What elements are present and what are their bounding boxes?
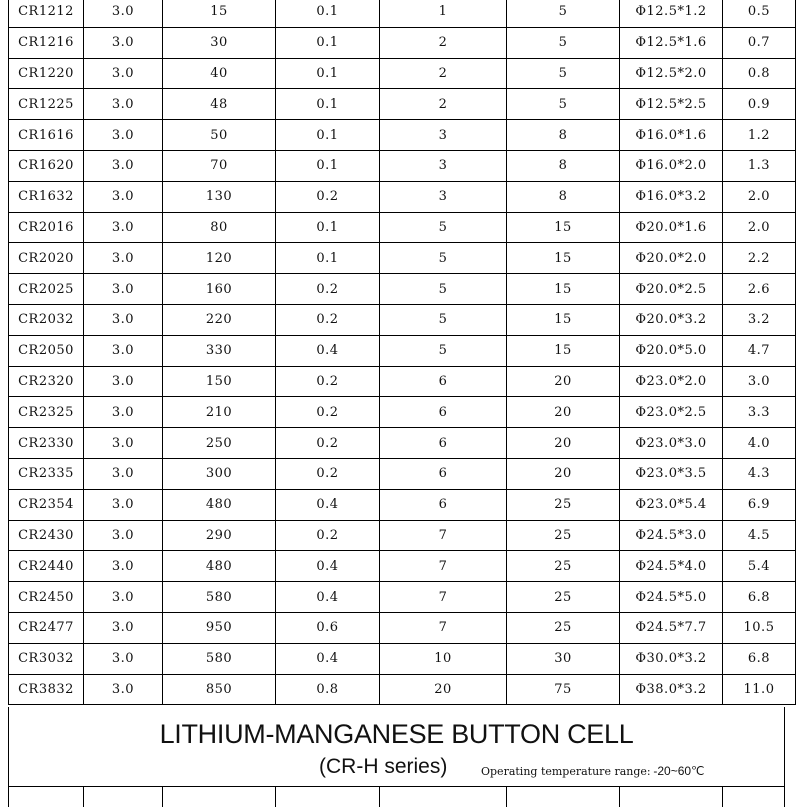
capacity-cell: 130 [163,181,276,212]
current-cell: 0.1 [276,89,380,120]
dimension-cell: Φ20.0*2.5 [620,274,723,305]
capacity-cell: 40 [163,58,276,89]
value-cell: 75 [507,674,620,705]
model-cell: CR1216 [9,27,84,58]
table-row [9,335,796,366]
weight-cell: 1.2 [723,120,796,151]
weight-cell: 4.3 [723,458,796,489]
voltage-cell: 3.0 [84,243,163,274]
voltage-cell: 3.0 [84,181,163,212]
value-cell: 5 [380,335,507,366]
current-cell: 0.4 [276,335,380,366]
weight-cell: 3.2 [723,304,796,335]
dimension-cell: Φ20.0*5.0 [620,335,723,366]
weight-cell: 1.3 [723,150,796,181]
table-row [9,243,796,274]
table-row [9,551,796,582]
dimension-cell: Φ23.0*2.0 [620,366,723,397]
model-cell: CR2032 [9,304,84,335]
model-cell: CR2450 [9,582,84,613]
column-divider [379,787,380,807]
dimension-cell: Φ20.0*3.2 [620,304,723,335]
model-cell: CR2020 [9,243,84,274]
capacity-cell: 950 [163,612,276,643]
capacity-cell: 480 [163,489,276,520]
model-cell: CR2354 [9,489,84,520]
model-cell: CR1220 [9,58,84,89]
value-cell: 20 [380,674,507,705]
model-cell: CR2440 [9,551,84,582]
dimension-cell: Φ23.0*2.5 [620,397,723,428]
value-cell: 20 [507,458,620,489]
value-cell: 6 [380,397,507,428]
weight-cell: 0.9 [723,89,796,120]
value-cell: 5 [507,0,620,27]
weight-cell: 6.8 [723,643,796,674]
weight-cell: 2.6 [723,274,796,305]
model-cell: CR1632 [9,181,84,212]
spec-table-body [9,0,796,705]
current-cell: 0.2 [276,397,380,428]
current-cell: 0.2 [276,428,380,459]
model-cell: CR2025 [9,274,84,305]
dimension-cell: Φ20.0*1.6 [620,212,723,243]
value-cell: 20 [507,428,620,459]
current-cell: 0.1 [276,212,380,243]
value-cell: 8 [507,150,620,181]
model-cell: CR1212 [9,0,84,27]
model-cell: CR2477 [9,612,84,643]
value-cell: 5 [380,212,507,243]
value-cell: 7 [380,612,507,643]
table-row [9,304,796,335]
voltage-cell: 3.0 [84,489,163,520]
weight-cell: 10.5 [723,612,796,643]
value-cell: 3 [380,150,507,181]
value-cell: 2 [380,58,507,89]
value-cell: 5 [380,304,507,335]
table-row [9,612,796,643]
table-row [9,643,796,674]
current-cell: 0.1 [276,58,380,89]
column-divider [83,787,84,807]
voltage-cell: 3.0 [84,58,163,89]
current-cell: 0.8 [276,674,380,705]
value-cell: 8 [507,181,620,212]
voltage-cell: 3.0 [84,612,163,643]
voltage-cell: 3.0 [84,674,163,705]
weight-cell: 0.7 [723,27,796,58]
model-cell: CR1620 [9,150,84,181]
voltage-cell: 3.0 [84,304,163,335]
operating-temperature-note [481,764,705,778]
weight-cell: 3.3 [723,397,796,428]
table-row [9,397,796,428]
column-divider [619,787,620,807]
voltage-cell: 3.0 [84,520,163,551]
current-cell: 0.1 [276,120,380,151]
capacity-cell: 580 [163,643,276,674]
capacity-cell: 120 [163,243,276,274]
value-cell: 15 [507,335,620,366]
table-row [9,120,796,151]
model-cell: CR1616 [9,120,84,151]
weight-cell: 6.8 [723,582,796,613]
model-cell: CR2050 [9,335,84,366]
capacity-cell: 480 [163,551,276,582]
current-cell: 0.1 [276,243,380,274]
capacity-cell: 300 [163,458,276,489]
model-cell: CR3832 [9,674,84,705]
value-cell: 5 [507,27,620,58]
voltage-cell: 3.0 [84,335,163,366]
dimension-cell: Φ12.5*1.6 [620,27,723,58]
dimension-cell: Φ38.0*3.2 [620,674,723,705]
voltage-cell: 3.0 [84,428,163,459]
table-row [9,0,796,27]
table-row [9,366,796,397]
weight-cell: 0.5 [723,0,796,27]
model-cell: CR2330 [9,428,84,459]
dimension-cell: Φ24.5*7.7 [620,612,723,643]
capacity-cell: 50 [163,120,276,151]
capacity-cell: 80 [163,212,276,243]
value-cell: 1 [380,0,507,27]
model-cell: CR2335 [9,458,84,489]
weight-cell: 2.0 [723,212,796,243]
column-divider [275,787,276,807]
battery-spec-table [8,0,796,705]
value-cell: 5 [380,243,507,274]
current-cell: 0.4 [276,582,380,613]
value-cell: 5 [380,274,507,305]
value-cell: 3 [380,181,507,212]
voltage-cell: 3.0 [84,89,163,120]
model-cell: CR2320 [9,366,84,397]
model-cell: CR2325 [9,397,84,428]
dimension-cell: Φ16.0*3.2 [620,181,723,212]
capacity-cell: 15 [163,0,276,27]
voltage-cell: 3.0 [84,366,163,397]
value-cell: 6 [380,489,507,520]
dimension-cell: Φ12.5*2.0 [620,58,723,89]
current-cell: 0.4 [276,643,380,674]
table-row [9,520,796,551]
current-cell: 0.1 [276,150,380,181]
capacity-cell: 220 [163,304,276,335]
capacity-cell: 290 [163,520,276,551]
model-cell: CR2016 [9,212,84,243]
weight-cell: 4.7 [723,335,796,366]
value-cell: 10 [380,643,507,674]
value-cell: 25 [507,612,620,643]
current-cell: 0.4 [276,489,380,520]
current-cell: 0.2 [276,520,380,551]
voltage-cell: 3.0 [84,120,163,151]
current-cell: 0.2 [276,366,380,397]
temperature-value: -20~60℃ [653,764,705,778]
capacity-cell: 850 [163,674,276,705]
column-divider [784,787,785,807]
value-cell: 25 [507,520,620,551]
next-table-header-edge [8,786,785,806]
value-cell: 20 [507,397,620,428]
value-cell: 2 [380,27,507,58]
capacity-cell: 70 [163,150,276,181]
column-divider [506,787,507,807]
table-row [9,27,796,58]
capacity-cell: 210 [163,397,276,428]
dimension-cell: Φ23.0*5.4 [620,489,723,520]
model-cell: CR3032 [9,643,84,674]
capacity-cell: 330 [163,335,276,366]
temperature-label: Operating temperature range: [481,765,651,778]
voltage-cell: 3.0 [84,274,163,305]
table-row [9,212,796,243]
current-cell: 0.2 [276,181,380,212]
table-row [9,89,796,120]
dimension-cell: Φ12.5*2.5 [620,89,723,120]
capacity-cell: 250 [163,428,276,459]
column-divider [8,787,9,807]
value-cell: 5 [507,89,620,120]
voltage-cell: 3.0 [84,582,163,613]
table-row [9,582,796,613]
dimension-cell: Φ16.0*2.0 [620,150,723,181]
section-title: LITHIUM-MANGANESE BUTTON CELL [159,719,634,749]
value-cell: 15 [507,243,620,274]
value-cell: 7 [380,551,507,582]
current-cell: 0.2 [276,304,380,335]
value-cell: 7 [380,520,507,551]
weight-cell: 11.0 [723,674,796,705]
value-cell: 5 [507,58,620,89]
weight-cell: 4.0 [723,428,796,459]
current-cell: 0.2 [276,274,380,305]
value-cell: 8 [507,120,620,151]
value-cell: 3 [380,120,507,151]
table-row [9,181,796,212]
value-cell: 15 [507,304,620,335]
voltage-cell: 3.0 [84,643,163,674]
value-cell: 20 [507,366,620,397]
weight-cell: 2.0 [723,181,796,212]
column-divider [162,787,163,807]
table-row [9,674,796,705]
section-subtitle: (CR-H series) [319,755,448,778]
voltage-cell: 3.0 [84,150,163,181]
value-cell: 25 [507,582,620,613]
capacity-cell: 150 [163,366,276,397]
value-cell: 30 [507,643,620,674]
value-cell: 25 [507,551,620,582]
capacity-cell: 160 [163,274,276,305]
column-divider [722,787,723,807]
dimension-cell: Φ16.0*1.6 [620,120,723,151]
voltage-cell: 3.0 [84,458,163,489]
voltage-cell: 3.0 [84,551,163,582]
current-cell: 0.6 [276,612,380,643]
value-cell: 15 [507,274,620,305]
capacity-cell: 580 [163,582,276,613]
current-cell: 0.2 [276,458,380,489]
model-cell: CR2430 [9,520,84,551]
voltage-cell: 3.0 [84,397,163,428]
weight-cell: 4.5 [723,520,796,551]
weight-cell: 5.4 [723,551,796,582]
capacity-cell: 48 [163,89,276,120]
value-cell: 15 [507,212,620,243]
weight-cell: 2.2 [723,243,796,274]
model-cell: CR1225 [9,89,84,120]
table-row [9,58,796,89]
dimension-cell: Φ23.0*3.0 [620,428,723,459]
weight-cell: 3.0 [723,366,796,397]
current-cell: 0.1 [276,27,380,58]
value-cell: 2 [380,89,507,120]
dimension-cell: Φ20.0*2.0 [620,243,723,274]
value-cell: 6 [380,458,507,489]
value-cell: 6 [380,366,507,397]
current-cell: 0.4 [276,551,380,582]
value-cell: 6 [380,428,507,459]
value-cell: 7 [380,582,507,613]
dimension-cell: Φ23.0*3.5 [620,458,723,489]
weight-cell: 6.9 [723,489,796,520]
voltage-cell: 3.0 [84,0,163,27]
dimension-cell: Φ24.5*4.0 [620,551,723,582]
dimension-cell: Φ30.0*3.2 [620,643,723,674]
capacity-cell: 30 [163,27,276,58]
table-row [9,458,796,489]
table-row [9,489,796,520]
voltage-cell: 3.0 [84,212,163,243]
table-row [9,274,796,305]
current-cell: 0.1 [276,0,380,27]
voltage-cell: 3.0 [84,27,163,58]
dimension-cell: Φ24.5*5.0 [620,582,723,613]
table-row [9,150,796,181]
dimension-cell: Φ24.5*3.0 [620,520,723,551]
dimension-cell: Φ12.5*1.2 [620,0,723,27]
value-cell: 25 [507,489,620,520]
weight-cell: 0.8 [723,58,796,89]
table-row [9,428,796,459]
